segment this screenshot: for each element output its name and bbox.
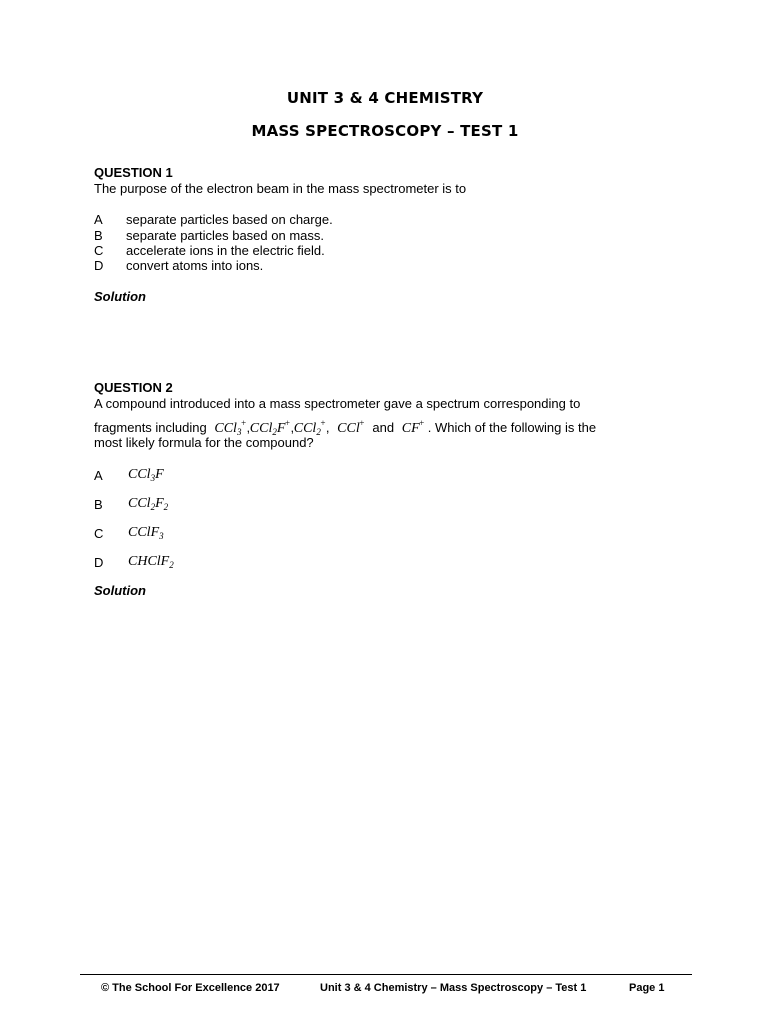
option-letter: A — [94, 468, 103, 483]
footer-page-number: Page 1 — [629, 982, 665, 994]
question-1-heading: QUESTION 1 — [94, 165, 173, 180]
option-letter: C — [94, 243, 104, 258]
option-letter: B — [94, 497, 103, 512]
stem-prefix: fragments including — [94, 420, 207, 435]
stem-and: and — [372, 420, 395, 435]
question-1-option-c — [94, 243, 694, 259]
footer-course: Unit 3 & 4 Chemistry – Mass Spectroscopy – Test 1 — [320, 982, 587, 994]
document-subtitle: MASS SPECTROSCOPY – TEST 1 — [251, 122, 519, 140]
question-2-option-a — [94, 468, 694, 484]
footer-divider — [80, 974, 692, 975]
option-formula: CClF$_3$ — [128, 525, 164, 541]
fragment-ccl-plus: CCl+ — [337, 418, 365, 436]
question-2-solution-label: Solution — [94, 583, 146, 598]
option-letter: A — [94, 212, 103, 227]
option-letter: D — [94, 555, 104, 570]
stem-suffix: . Which of the following is the — [427, 420, 597, 435]
option-formula: $CCl_2F_2$ — [128, 496, 169, 512]
fragment-cf-plus: CF+ — [401, 418, 425, 436]
question-2-option-d — [94, 555, 694, 571]
option-text: separate particles based on mass. — [126, 228, 324, 243]
question-2-option-b — [94, 497, 694, 513]
question-2-stem-line-1: A compound introduced into a mass spectrometer gave a spectrum corresponding to — [94, 396, 581, 411]
question-1-option-b — [94, 228, 694, 244]
question-1-option-a — [94, 212, 694, 228]
option-formula: CCl$_3$F — [128, 467, 164, 483]
option-letter: D — [94, 258, 104, 273]
fragment-ccl3-plus: CCl$_3$+ — [214, 418, 247, 437]
option-letter: B — [94, 228, 103, 243]
option-letter: C — [94, 526, 104, 541]
option-text: accelerate ions in the electric field. — [126, 243, 325, 258]
option-formula: CHClF$_2$ — [128, 554, 174, 570]
question-1-stem: The purpose of the electron beam in the mass spectrometer is to — [94, 181, 467, 196]
document-title: UNIT 3 & 4 CHEMISTRY — [286, 89, 484, 107]
fragment-ccl2f-plus: CCl$_2$F+ — [249, 418, 291, 437]
question-2-option-c — [94, 526, 694, 542]
question-2-stem-line-3: most likely formula for the compound? — [94, 435, 314, 450]
question-2-stem-line-2: fragments including CCl$_3$+, CCl$_2$F+, CCl$_2$+, CCl+ and CF+ . Which of the following is the — [94, 418, 597, 437]
question-1-solution-label: Solution — [94, 289, 146, 304]
option-text: separate particles based on charge. — [126, 212, 333, 227]
question-2-heading: QUESTION 2 — [94, 380, 173, 395]
question-1-option-d — [94, 258, 694, 274]
fragment-ccl2-plus: CCl$_2$+ — [293, 418, 326, 437]
footer-copyright: © The School For Excellence 2017 — [101, 982, 280, 994]
option-text: convert atoms into ions. — [126, 258, 264, 273]
